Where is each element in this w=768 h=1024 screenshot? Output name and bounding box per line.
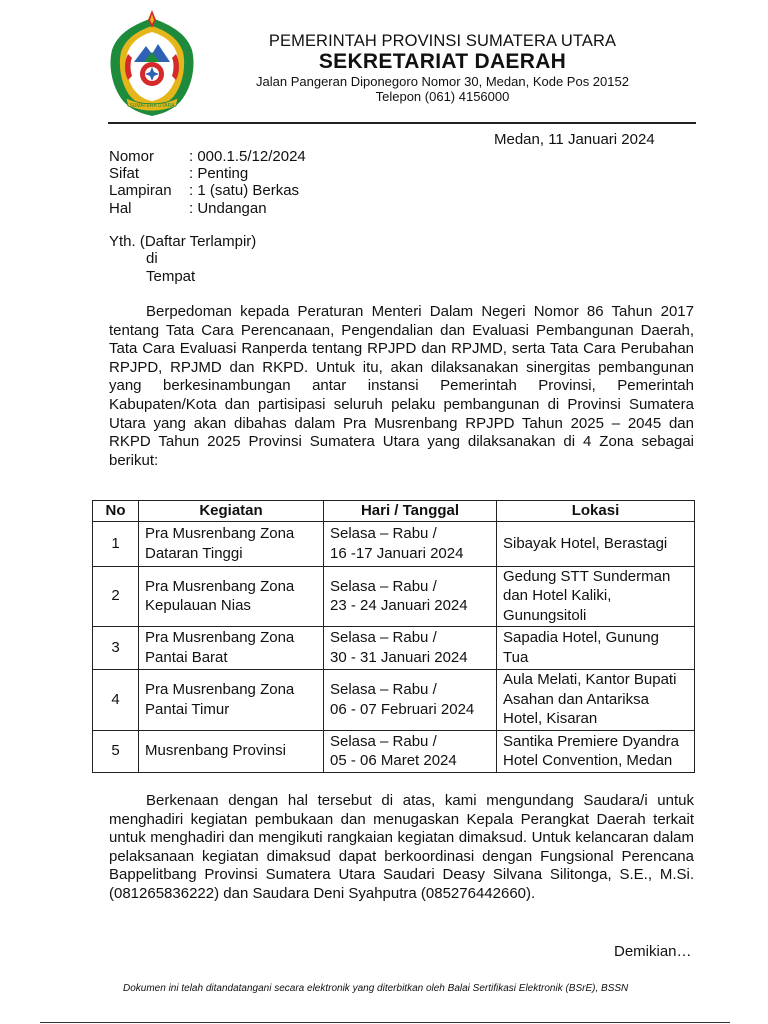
meta-label: Sifat bbox=[109, 165, 140, 183]
cell-kegiatan: Musrenbang Provinsi bbox=[139, 730, 324, 772]
cell-kegiatan: Pra Musrenbang Zona Dataran Tinggi bbox=[139, 521, 324, 566]
office-phone: Telepon (061) 4156000 bbox=[375, 89, 510, 104]
recipient-block bbox=[109, 233, 256, 285]
cell-no: 1 bbox=[93, 521, 139, 566]
cell-kegiatan: Pra Musrenbang Zona Pantai Barat bbox=[139, 626, 324, 669]
cell-tanggal: Selasa – Rabu / 23 - 24 Januari 2024 bbox=[324, 566, 497, 626]
cell-lokasi: Sibayak Hotel, Berastagi bbox=[497, 521, 695, 566]
recipient-di: di bbox=[146, 250, 158, 268]
body-paragraph-1 bbox=[109, 303, 694, 470]
meta-row-nomor bbox=[109, 148, 306, 165]
emblem-ribbon-text: SUMATERA UTARA bbox=[129, 103, 175, 109]
province-emblem bbox=[106, 10, 198, 120]
column-header: Lokasi bbox=[497, 501, 695, 522]
cell-lokasi: Santika Premiere Dyandra Hotel Convention, Medan bbox=[497, 730, 695, 772]
cell-tanggal: Selasa – Rabu / 16 -17 Januari 2024 bbox=[324, 521, 497, 566]
government-name: PEMERINTAH PROVINSI SUMATERA UTARA bbox=[268, 32, 617, 50]
table-row bbox=[93, 669, 695, 730]
paragraph-text: Berpedoman kepada Peraturan Menteri Dalam Negeri Nomor 86 Tahun 2017 tentang Tata Cara Perencanaan, Pengendalian dan Evaluasi Pembangunan Daerah, Tata Cara Evaluasi Ranperda tentang RPJPD dan RPJMD, serta Tata Cara Perubahan RPJPD, RPJMD dan RKPD. Untuk itu, akan dilaksanakan sinergitas pembangunan yang berkesinambungan antar instansi Pemerintah Provinsi, Pemerintah Kabupaten/Kota dan partisipasi seluruh pelaku pembangunan di Provinsi Sumatera Utara yang akan dibahas dalam Pra Musrenbang RPJPD Tahun 2025 – 2045 dan RKPD Tahun 2025 Provinsi Sumatera Utara yang dilaksanakan di 4 Zona sebagai berikut: bbox=[109, 303, 694, 469]
meta-value: : 1 (satu) Berkas bbox=[189, 182, 300, 200]
meta-value: : Penting bbox=[189, 165, 249, 183]
office-name: SEKRETARIAT DAERAH bbox=[318, 50, 567, 73]
body-paragraph-2 bbox=[109, 792, 694, 904]
meta-label: Nomor bbox=[109, 148, 155, 165]
emblem-icon bbox=[106, 10, 198, 120]
cell-tanggal: Selasa – Rabu / 06 - 07 Februari 2024 bbox=[324, 669, 497, 730]
footer-divider bbox=[40, 1022, 730, 1023]
table-row bbox=[93, 566, 695, 626]
table-header-row bbox=[93, 501, 695, 522]
table-row bbox=[93, 521, 695, 566]
esign-footer-note: Dokumen ini telah ditandatangani secara elektronik yang diterbitkan oleh Balai Sertifikasi Elektronik (BSrE), BSSN bbox=[123, 983, 629, 994]
meta-row-hal bbox=[109, 200, 306, 217]
place-date: Medan, 11 Januari 2024 bbox=[494, 131, 655, 148]
cell-no: 2 bbox=[93, 566, 139, 626]
meta-value: : Undangan bbox=[189, 199, 267, 217]
closing-text: Demikian… bbox=[614, 943, 692, 960]
office-address: Jalan Pangeran Diponegoro Nomor 30, Medan, Kode Pos 20152 bbox=[256, 74, 629, 89]
recipient-place: Tempat bbox=[146, 267, 196, 285]
recipient-line: Yth. (Daftar Terlampir) bbox=[109, 233, 257, 250]
column-header: Kegiatan bbox=[139, 501, 324, 522]
meta-value: : 000.1.5/12/2024 bbox=[189, 148, 306, 165]
cell-tanggal: Selasa – Rabu / 05 - 06 Maret 2024 bbox=[324, 730, 497, 772]
cell-kegiatan: Pra Musrenbang Zona Pantai Timur bbox=[139, 669, 324, 730]
cell-lokasi: Aula Melati, Kantor Bupati Asahan dan Antariksa Hotel, Kisaran bbox=[497, 669, 695, 730]
column-header: Hari / Tanggal bbox=[324, 501, 497, 522]
cell-tanggal: Selasa – Rabu / 30 - 31 Januari 2024 bbox=[324, 626, 497, 669]
meta-label: Hal bbox=[109, 199, 132, 217]
cell-no: 4 bbox=[93, 669, 139, 730]
cell-lokasi: Sapadia Hotel, Gunung Tua bbox=[497, 626, 695, 669]
meta-row-lampiran bbox=[109, 182, 306, 199]
cell-lokasi: Gedung STT Sunderman dan Hotel Kaliki, Gunungsitoli bbox=[497, 566, 695, 626]
table-row bbox=[93, 626, 695, 669]
meta-label: Lampiran bbox=[109, 182, 172, 200]
paragraph-text: Berkenaan dengan hal tersebut di atas, kami mengundang Saudara/i untuk menghadiri kegiatan pembukaan dan menugaskan Kepala Perangkat Daerah terkait untuk menghadiri dan mengikuti rangkaian kegiatan dimaksud. Untuk kelancaran dalam pelaksanaan kegiatan dimaksud dapat berkoordinasi dengan Fungsional Perencana Bappelitbang Provinsi Sumatera Utara Saudari Deasy Silvana Silitonga, S.E., M.Si. (081265836222) dan Saudara Deni Syahputra (085276442660). bbox=[109, 792, 694, 902]
cell-no: 5 bbox=[93, 730, 139, 772]
column-header: No bbox=[93, 501, 139, 522]
cell-kegiatan: Pra Musrenbang Zona Kepulauan Nias bbox=[139, 566, 324, 626]
letter-meta bbox=[109, 148, 306, 217]
cell-no: 3 bbox=[93, 626, 139, 669]
meta-row-sifat bbox=[109, 165, 306, 182]
schedule-table bbox=[92, 500, 695, 773]
letterhead-divider bbox=[108, 122, 696, 124]
table-row bbox=[93, 730, 695, 772]
